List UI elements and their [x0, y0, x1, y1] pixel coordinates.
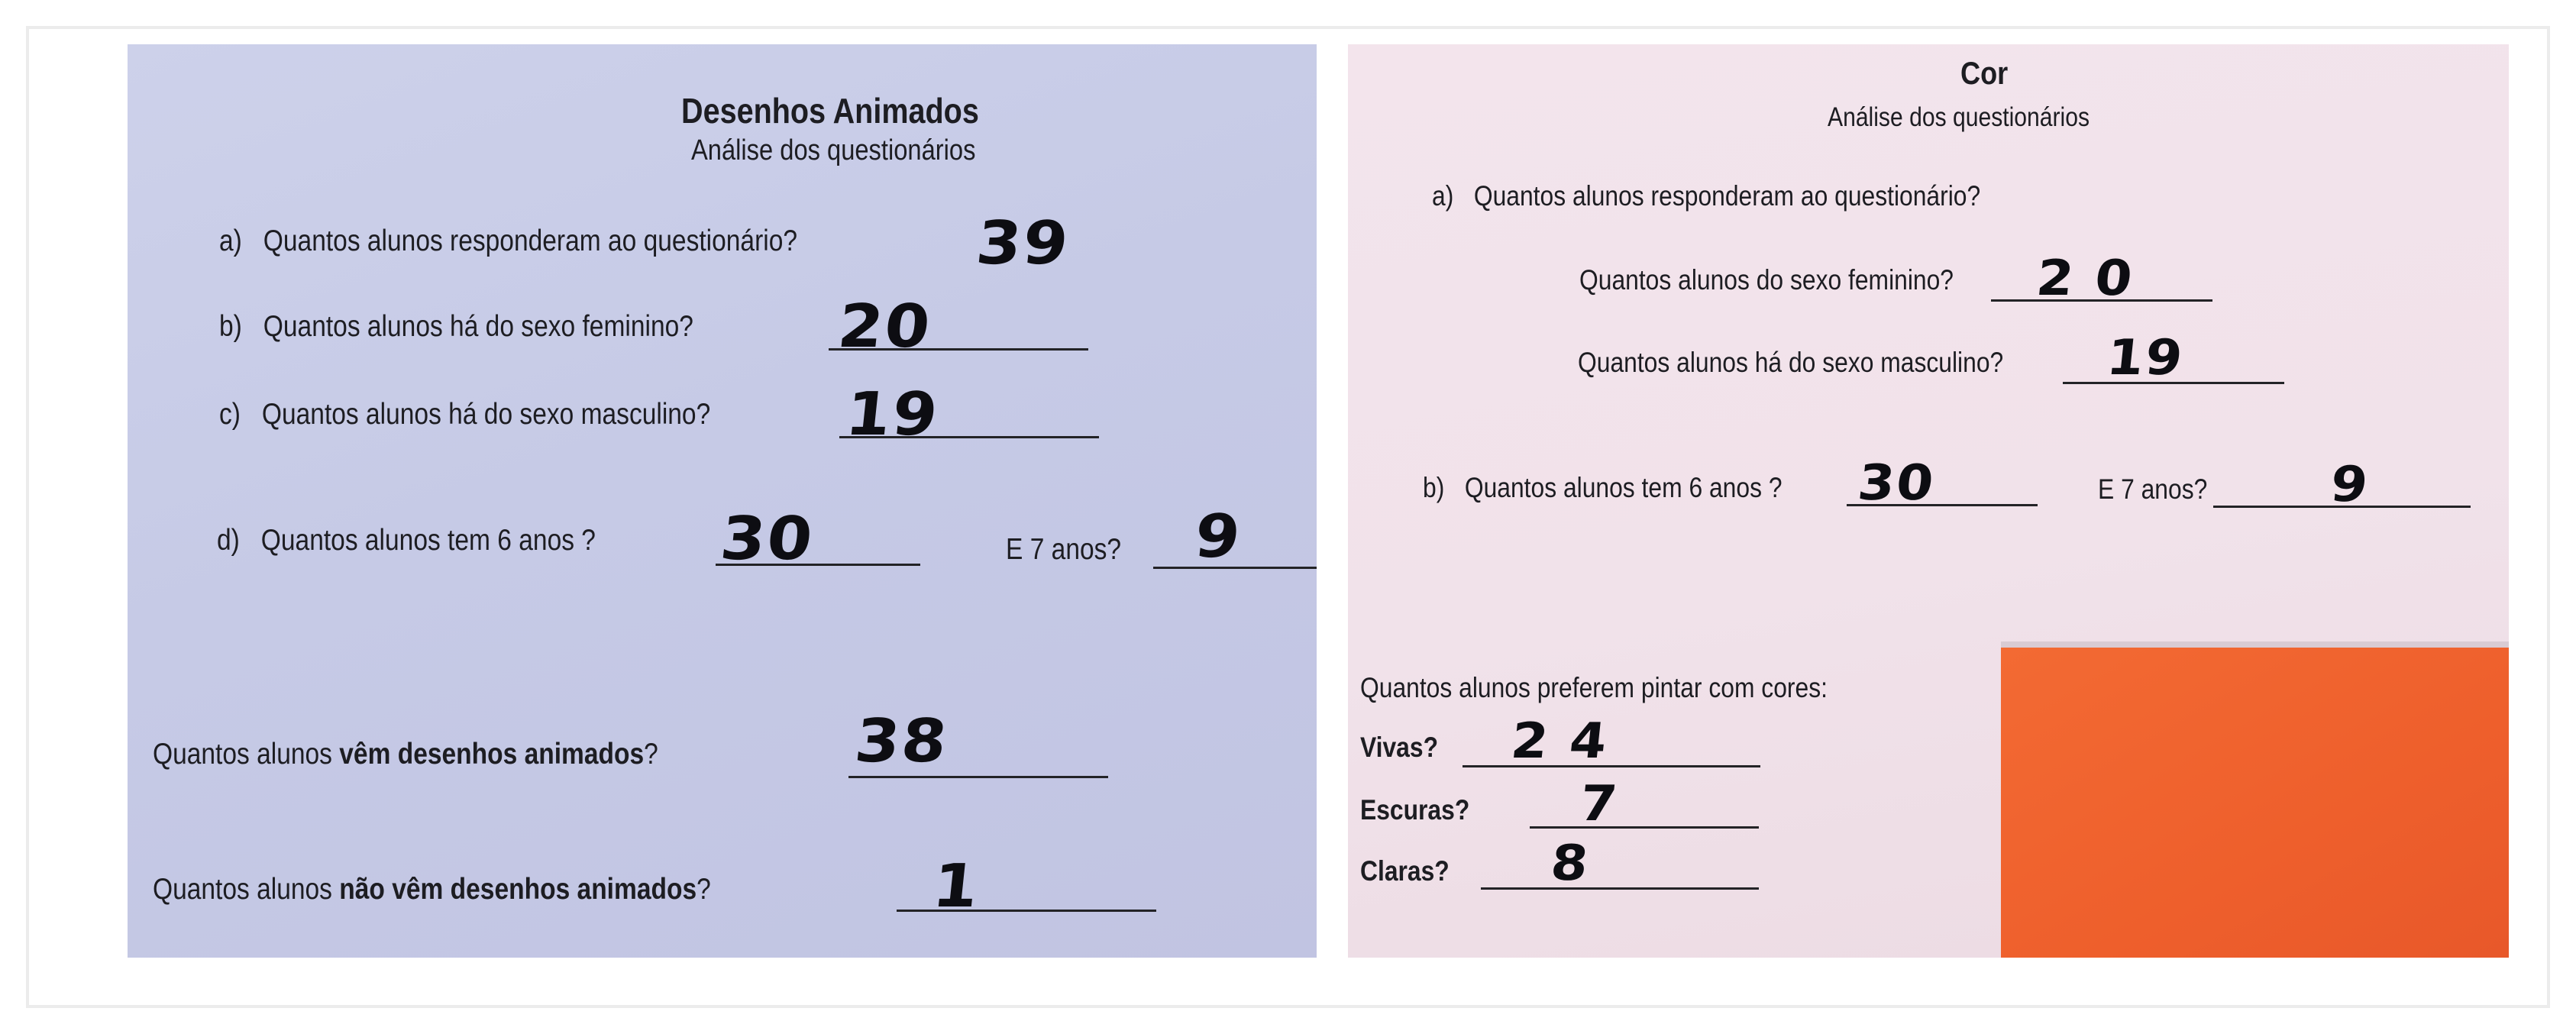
question-not-watch-cartoons	[153, 873, 711, 906]
sheet-title: Desenhos Animados	[681, 91, 979, 131]
color-label-escuras: Escuras?	[1360, 794, 1470, 826]
color-label-claras: Claras?	[1360, 855, 1450, 887]
handwritten-answer: 2 4	[1508, 713, 1611, 770]
handwritten-answer: 38	[852, 707, 952, 776]
handwritten-answer: 7	[1577, 776, 1622, 832]
desenhos-animados-sheet	[128, 44, 1317, 958]
question-mark: ?	[697, 873, 711, 906]
colors-question: Quantos alunos preferem pintar com cores:	[1360, 672, 1828, 703]
question-b-part-2: E 7 anos?	[2098, 473, 2208, 505]
question-d-part-2: E 7 anos?	[1006, 533, 1122, 566]
handwritten-answer: 1	[929, 852, 984, 921]
answer-line	[1463, 765, 1760, 767]
question-letter: a)	[219, 225, 242, 257]
question-letter: c)	[219, 398, 241, 431]
answer-line	[1530, 826, 1759, 829]
question-letter: b)	[219, 310, 242, 343]
handwritten-answer: 20	[835, 292, 936, 361]
question-mark: ?	[644, 738, 658, 771]
handwritten-answer: 19	[2104, 330, 2187, 386]
question-c	[219, 398, 710, 431]
question-emphasis: não vêm desenhos animados	[339, 873, 697, 906]
question-text: Quantos alunos há do sexo masculino?	[261, 398, 711, 431]
question-b	[1423, 472, 1783, 504]
question-letter: b)	[1423, 472, 1445, 503]
question-a	[1432, 180, 1980, 212]
question-text: Quantos alunos responderam ao questionário?	[1473, 180, 1981, 212]
sheet-title: Cor	[1960, 55, 2009, 91]
orange-paper	[2001, 648, 2509, 958]
handwritten-answer: 9	[2328, 457, 2373, 513]
handwritten-answer: 19	[842, 380, 943, 449]
handwritten-answer: 30	[1855, 455, 1938, 512]
question-a	[219, 225, 797, 258]
question-b	[219, 310, 693, 344]
handwritten-answer: 8	[1548, 835, 1593, 892]
sheet-subtitle: Análise dos questionários	[1828, 102, 2090, 132]
question-female: Quantos alunos do sexo feminino?	[1579, 264, 1954, 296]
question-male: Quantos alunos há do sexo masculino?	[1578, 347, 2004, 378]
handwritten-answer: 39	[973, 209, 1074, 278]
question-letter: a)	[1432, 180, 1454, 212]
answer-line	[848, 776, 1108, 778]
question-text: Quantos alunos tem 6 anos ?	[1464, 472, 1783, 503]
color-label-vivas: Vivas?	[1360, 732, 1439, 763]
question-letter: d)	[217, 524, 240, 557]
question-text: Quantos alunos responderam ao questionário?	[263, 225, 798, 257]
question-text: Quantos alunos tem 6 anos ?	[260, 524, 596, 557]
question-text: Quantos alunos há do sexo feminino?	[263, 310, 693, 343]
question-emphasis: vêm desenhos animados	[339, 738, 645, 771]
paper-edge	[2001, 641, 2509, 648]
handwritten-answer: 2 0	[2034, 250, 2137, 307]
question-watch-cartoons	[153, 738, 658, 771]
answer-line	[1481, 887, 1759, 890]
question-d	[217, 524, 596, 557]
question-text: Quantos alunos	[153, 738, 340, 771]
question-text: Quantos alunos	[153, 873, 340, 906]
cor-sheet	[1348, 44, 2509, 958]
sheet-subtitle: Análise dos questionários	[691, 134, 976, 166]
handwritten-answer: 9	[1191, 502, 1246, 571]
handwritten-answer: 30	[717, 505, 818, 574]
